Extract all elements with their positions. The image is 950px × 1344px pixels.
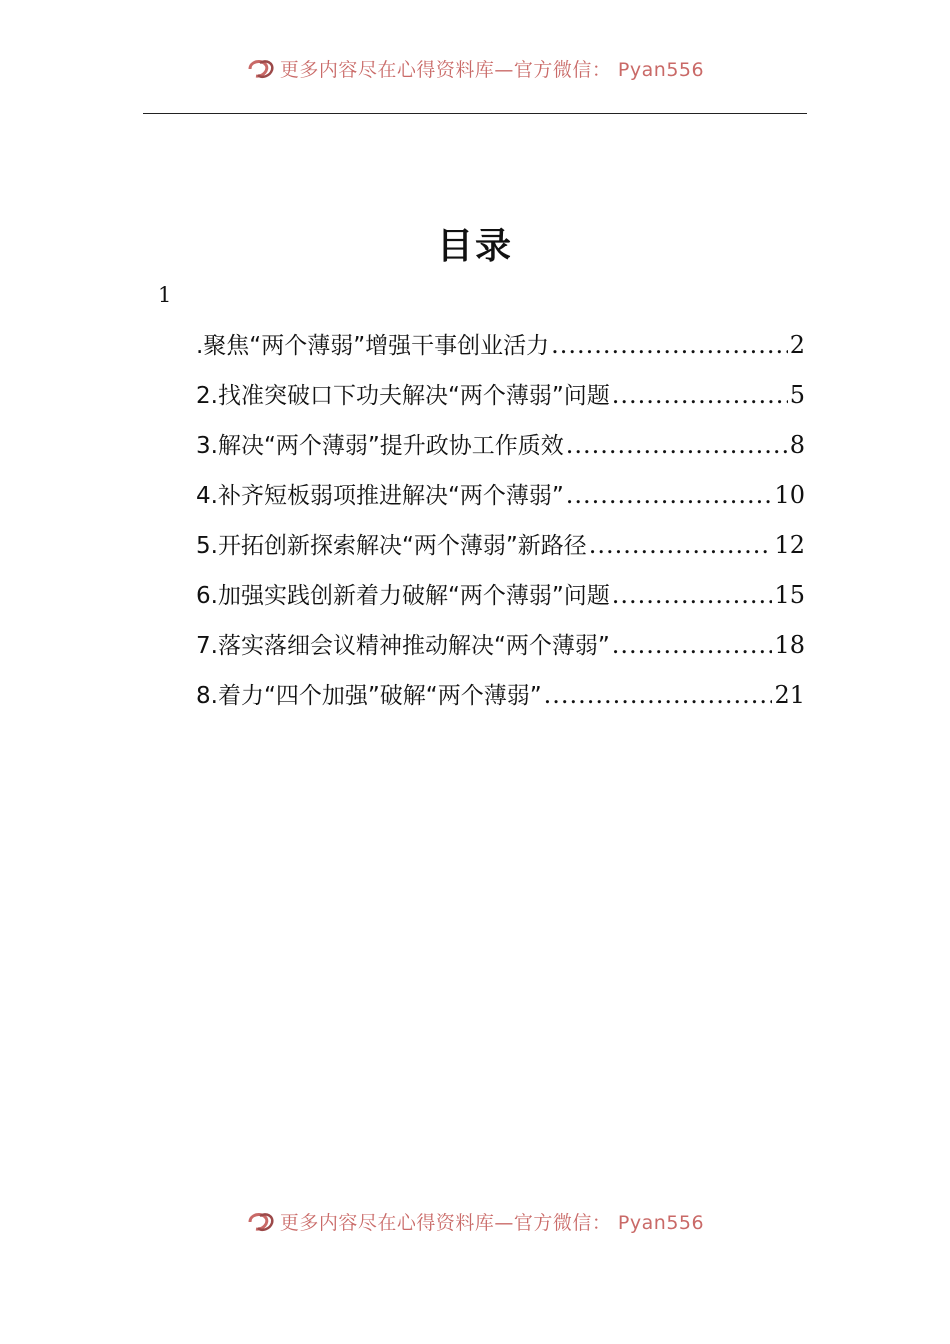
footer-watermark [0,1211,950,1233]
toc-number-marker: 1 [158,283,172,307]
toc-leader-dots [612,581,773,609]
toc-entry-title: 2.找准突破口下功夫解决“两个薄弱”问题 [196,383,610,409]
toc-entry-title: .聚焦“两个薄弱”增强干事创业活力 [196,333,550,359]
toc-entry[interactable] [196,577,805,627]
toc-entry-page: 5 [789,381,805,409]
toc-entry-title: 3.解决“两个薄弱”提升政协工作质效 [196,433,564,459]
toc-entry-title: 6.加强实践创新着力破解“两个薄弱”问题 [196,583,610,609]
toc-entry[interactable] [196,427,805,477]
toc-entry-title: 4.补齐短板弱项推进解决“两个薄弱” [196,483,564,509]
toc-title: 目录 [436,226,513,267]
toc-entry[interactable] [196,527,805,577]
toc-leader-dots [551,331,788,359]
toc-leader-dots [566,431,788,459]
toc-entry-page: 2 [789,331,805,359]
toc-leader-dots [544,681,773,709]
toc-entry-page: 8 [789,431,805,459]
toc-entry-title: 8.着力“四个加强”破解“两个薄弱” [196,683,542,709]
header-rule [143,113,807,114]
toc-entry-page: 18 [774,631,805,659]
brand-logo-icon [246,1211,276,1233]
toc-leader-dots [589,531,773,559]
toc-entry[interactable] [196,477,805,527]
toc-entry-title: 7.落实落细会议精神推动解决“两个薄弱” [196,633,610,659]
toc-entry-page: 15 [774,581,805,609]
toc-entry-page: 10 [774,481,805,509]
toc-entry[interactable] [196,627,805,677]
toc-leader-dots [566,481,773,509]
toc-entry[interactable] [196,677,805,727]
header-watermark [0,58,950,80]
toc-leader-dots [612,381,788,409]
brand-logo-icon [246,58,276,80]
toc-entry[interactable] [196,377,805,427]
toc-leader-dots [612,631,773,659]
toc-entry-page: 21 [774,681,805,709]
toc-entry-title: 5.开拓创新探索解决“两个薄弱”新路径 [196,533,587,559]
watermark-text: 更多内容尽在心得资料库—官方微信： Pyan556 [279,59,705,80]
watermark-text: 更多内容尽在心得资料库—官方微信： Pyan556 [279,1212,705,1233]
toc-entry-page: 12 [774,531,805,559]
toc-list [196,327,805,727]
toc-entry[interactable] [196,327,805,377]
